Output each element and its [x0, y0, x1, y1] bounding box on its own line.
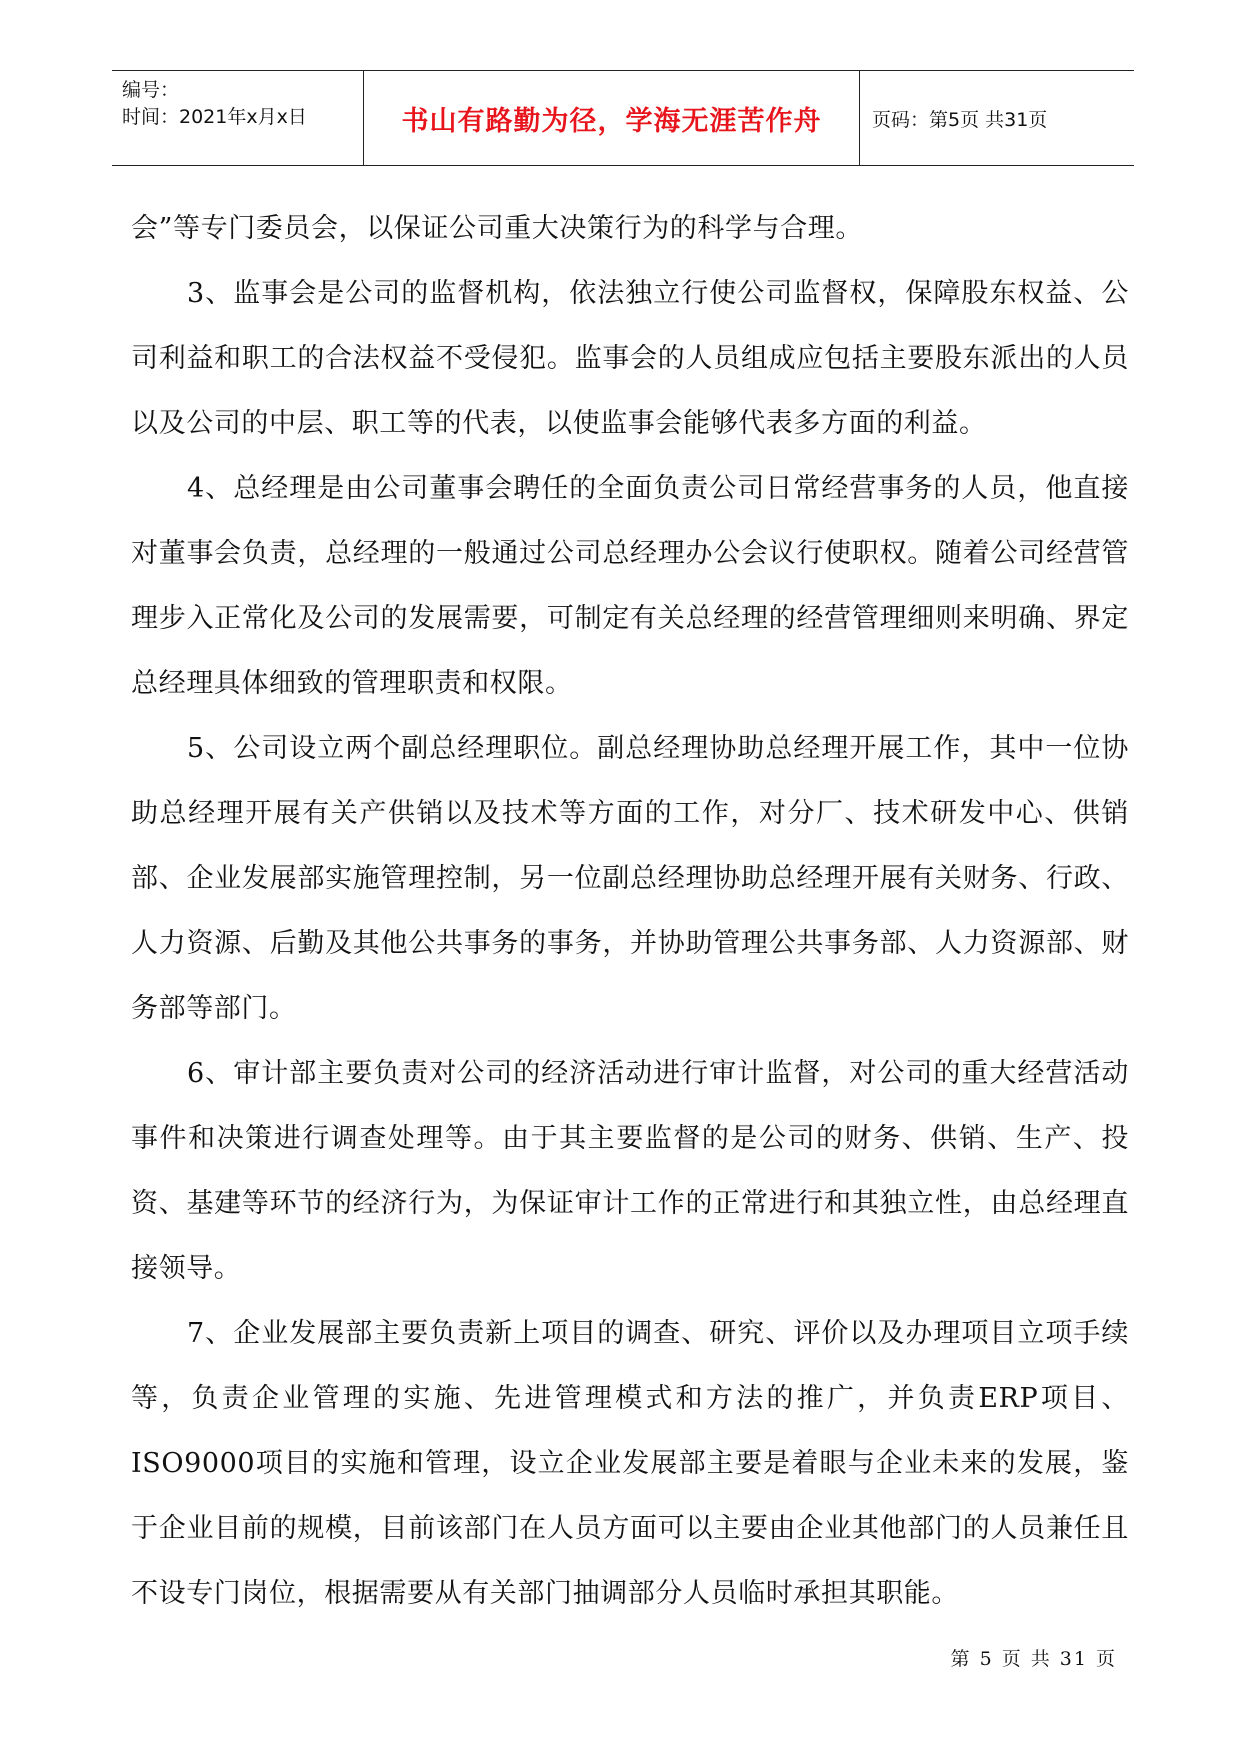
page-header [112, 70, 1134, 166]
time-label: 时间：2021年x月x日 [122, 106, 307, 128]
paragraph-continued: 会”等专门委员会，以保证公司重大决策行为的科学与合理。 [131, 213, 864, 244]
paragraph-development-department: 7、企业发展部主要负责新上项目的调查、研究、评价以及办理项目立项手续等，负责企业管理的实施、先进管理模式和方法的推广，并负责ERP项目、ISO9000项目的实施和管理，设立企业发展部主要是着眼与企业未来的发展，鉴于企业目前的规模，目前该部门在人员方面可以主要由企业其他部门的人员兼任且不设专门岗位，根据需要从有关部门抽调部分人员临时承担其职能。 [131, 1318, 1129, 1609]
header-meta [112, 71, 364, 165]
number-label: 编号： [122, 79, 180, 101]
page-footer: 第 5 页 共 31 页 [950, 1648, 1117, 1670]
document-body [131, 196, 1129, 1626]
header-page-code: 页码：第5页 共31页 [872, 108, 1048, 131]
paragraph-deputy-managers: 5、公司设立两个副总经理职位。副总经理协助总经理开展工作，其中一位协助总经理开展有关产供销以及技术等方面的工作，对分厂、技术研发中心、供销部、企业发展部实施管理控制，另一位副总经理协助总经理开展有关财务、行政、人力资源、后勤及其他公共事务的事务，并协助管理公共事务部、人力资源部、财务部等部门。 [131, 733, 1129, 1024]
paragraph-audit-department: 6、审计部主要负责对公司的经济活动进行审计监督，对公司的重大经营活动事件和决策进行调查处理等。由于其主要监督的是公司的财务、供销、生产、投资、基建等环节的经济行为，为保证审计工作的正常进行和其独立性，由总经理直接领导。 [131, 1058, 1129, 1284]
header-motto: 书山有路勤为径，学海无涯苦作舟 [364, 71, 860, 165]
paragraph-general-manager: 4、总经理是由公司董事会聘任的全面负责公司日常经营事务的人员，他直接对董事会负责，总经理的一般通过公司总经理办公会议行使职权。随着公司经营管理步入正常化及公司的发展需要，可制定有关总经理的经营管理细则来明确、界定总经理具体细致的管理职责和权限。 [131, 473, 1129, 699]
paragraph-supervisory-board: 3、监事会是公司的监督机构，依法独立行使公司监督权，保障股东权益、公司利益和职工的合法权益不受侵犯。监事会的人员组成应包括主要股东派出的人员以及公司的中层、职工等的代表，以使监事会能够代表多方面的利益。 [131, 278, 1129, 439]
